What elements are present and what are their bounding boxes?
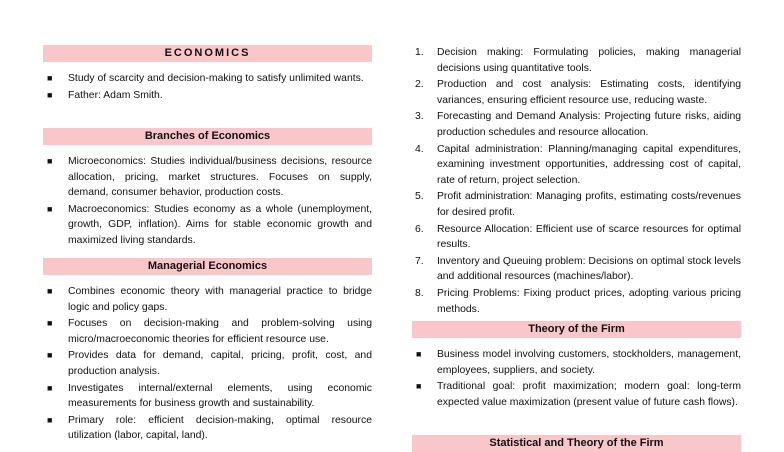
bullet-icon: ■ xyxy=(47,89,53,100)
bullet-icon: ■ xyxy=(416,349,422,359)
list-item: 3. Forecasting and Demand Analysis: Projecting future risks, aiding production schedules and resource allocation. xyxy=(415,111,741,138)
bullet-icon: ■ xyxy=(47,286,53,296)
list-item: ■ Business model involving customers, stockholders, management, employees, suppliers, and society. xyxy=(416,349,741,376)
list-item: ■ Microeconomics: Studies individual/business decisions, resource allocation, pricing, market structures. Focuses on supply, demand, consumer behavior, production costs. xyxy=(47,156,372,199)
list-item: 1. Decision making: Formulating policies, making managerial decisions using quantitative tools. xyxy=(415,47,741,74)
list-item: 4. Capital administration: Planning/managing capital expenditures, examining investment opportunities, addressing cost of capital, rate of return, project selection. xyxy=(415,143,741,186)
economics-header: ECONOMICS xyxy=(43,45,372,62)
theory-of-firm-header: Theory of the Firm xyxy=(412,321,741,338)
economics-list xyxy=(43,71,372,104)
list-item: ■ Combines economic theory with managerial practice to bridge logic and policy gaps. xyxy=(47,286,372,313)
bullet-icon: ■ xyxy=(47,203,53,214)
list-item: ■ Study of scarcity and decision-making to satisfy unlimited wants. xyxy=(43,71,372,87)
bullet-icon: ■ xyxy=(47,156,53,166)
bullet-icon: ■ xyxy=(47,414,53,425)
list-item: 7. Inventory and Queuing problem: Decisions on optimal stock levels and additional resources (machines/labor). xyxy=(415,255,741,283)
list-item: 2. Production and cost analysis: Estimating costs, identifying variances, ensuring efficient resource use, reducing waste. xyxy=(415,79,741,106)
bullet-icon: ■ xyxy=(47,382,53,393)
branches-list xyxy=(43,154,372,250)
bullet-icon: ■ xyxy=(47,73,53,83)
managerial-list xyxy=(43,284,372,445)
list-item: ■ Focuses on decision-making and problem-solving using micro/macroeconomic theories for efficient resource use. xyxy=(47,318,372,345)
managerial-header: Managerial Economics xyxy=(43,258,372,275)
bullet-icon: ■ xyxy=(47,318,53,329)
list-item: ■ Macroeconomics: Studies economy as a whole (unemployment, growth, GDP, inflation). Aims for stable economic growth and maximized living standards. xyxy=(47,203,372,246)
bullet-icon: ■ xyxy=(416,381,422,392)
next-section-header: Statistical and Theory of the Firm xyxy=(412,435,741,452)
list-item: ■ Investigates internal/external elements, using economic measurements for business growth and sustainability. xyxy=(47,382,372,410)
list-item: 6. Resource Allocation: Efficient use of scarce resources for optimal results. xyxy=(415,223,741,251)
list-item: 8. Pricing Problems: Fixing product prices, adopting various pricing methods. xyxy=(415,287,741,315)
scope-list xyxy=(412,45,741,318)
list-item: ■ Provides data for demand, capital, pricing, profit, cost, and production analysis. xyxy=(47,350,372,377)
list-item: ■ Traditional goal: profit maximization; modern goal: long-term expected value maximization (present value of future cash flows). xyxy=(416,381,741,408)
bullet-icon: ■ xyxy=(47,350,53,361)
list-item: ■ Father: Adam Smith. xyxy=(43,88,372,104)
branches-header: Branches of Economics xyxy=(43,128,372,145)
list-item: 5. Profit administration: Managing profits, estimating costs/revenues for desired profit. xyxy=(415,191,741,218)
list-item: ■ Primary role: efficient decision-making, optimal resource utilization (labor, capital, land). xyxy=(47,414,372,442)
firm-list xyxy=(412,347,741,411)
